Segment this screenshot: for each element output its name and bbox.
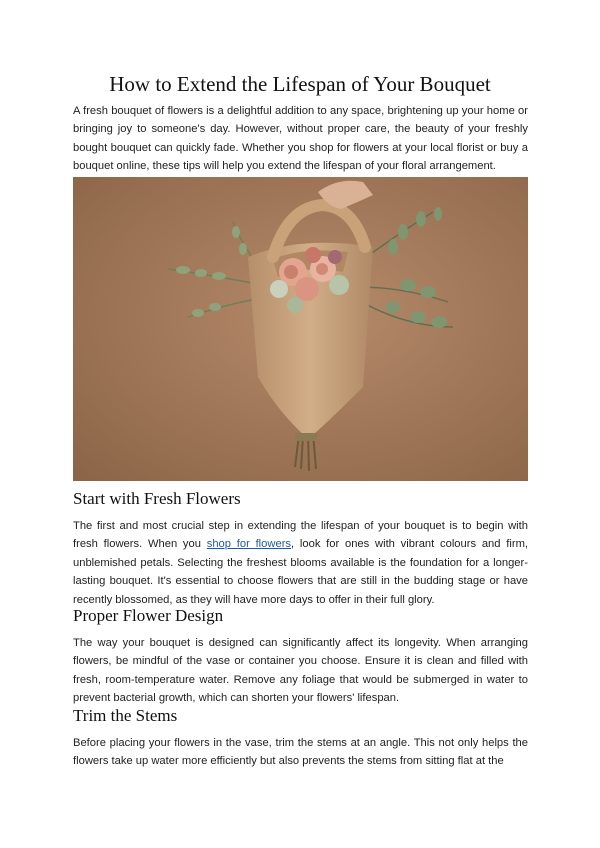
bouquet-illustration [73,177,528,481]
shop-for-flowers-link[interactable]: shop for flowers [206,538,292,551]
bouquet-photo [73,177,528,481]
section-heading-trim-stems: Trim the Stems [73,706,178,725]
section-paragraph-flower-design: The way your bouquet is designed can significantly affect its longevity. When arranging flowers, be mindful of the vase or container you choose. Ensure it is clean and filled with fresh, room-temperature water. Remove any foliage that would be submerged in water to prevent bacterial growth, which can shorten your flowers' lifespan. [73,637,528,705]
section-heading-fresh-flowers: Start with Fresh Flowers [73,489,241,508]
intro-paragraph: A fresh bouquet of flowers is a delightful addition to any space, brightening up your home or bringing joy to someone's day. However, without proper care, the beauty of your freshly bought bouquet can quickly fade. Whether you shop for flowers at your local florist or buy a bouquet online, these tips will help you extend the lifespan of your floral arrangement. [73,105,528,173]
section-paragraph-fresh-flowers: The first and most crucial step in extending the lifespan of your bouquet is to begin with fresh flowers. When you shop for flowers, look for ones with vibrant colours and firm, unblemished petals. Selecting the freshest blooms available is the foundation for a longer-lasting bouquet. It's essential to choose flowers that are still in the budding stage or have recently blossomed, as they will have more days to offer in their full glory. [73,520,529,606]
page-title: How to Extend the Lifespan of Your Bouquet [109,72,491,96]
section-heading-flower-design: Proper Flower Design [73,606,224,625]
section-paragraph-trim-stems: Before placing your flowers in the vase, trim the stems at an angle. This not only helps the flowers take up water more efficiently but also prevents the stems from sitting flat at the [73,737,528,768]
